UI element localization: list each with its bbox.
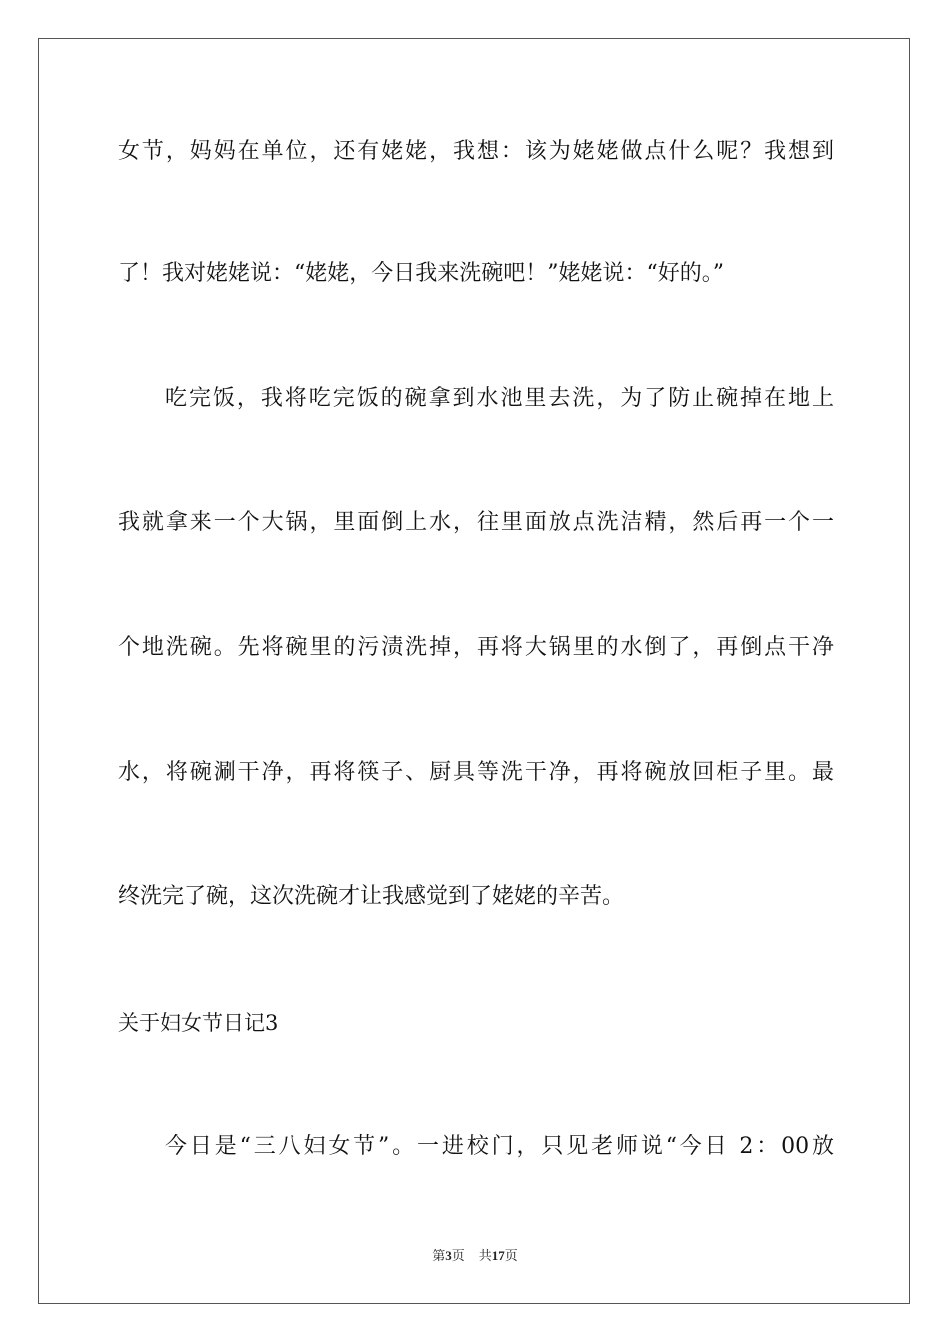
footer-page-number: 3 — [445, 1248, 452, 1263]
page-footer — [0, 1247, 950, 1266]
footer-total-prefix: 共 — [478, 1249, 492, 1264]
footer-page-prefix: 第 — [432, 1249, 446, 1264]
paragraph-line: 我就拿来一个大锅，里面倒上水，往里面放点洗洁精，然后再一个一 — [118, 510, 834, 535]
footer-total-number: 17 — [491, 1248, 505, 1263]
paragraph-line: 今日是“三八妇女节”。一进校门，只见老师说“今日 2：00放 — [165, 1134, 834, 1159]
paragraph-line: 个地洗碗。先将碗里的污渍洗掉，再将大锅里的水倒了，再倒点干净 — [118, 635, 834, 660]
footer-total-unit: 页 — [504, 1249, 518, 1264]
paragraph-line: 了！我对姥姥说：“姥姥，今日我来洗碗吧！”姥姥说：“好的。” — [118, 261, 724, 286]
paragraph-line: 女节，妈妈在单位，还有姥姥，我想：该为姥姥做点什么呢？我想到 — [118, 139, 834, 164]
footer-page-unit: 页 — [451, 1249, 465, 1264]
paragraph-line: 吃完饭，我将吃完饭的碗拿到水池里去洗，为了防止碗掉在地上 — [165, 386, 834, 411]
page-frame — [38, 38, 910, 1304]
paragraph-line: 水，将碗涮干净，再将筷子、厨具等洗干净，再将碗放回柜子里。最 — [118, 760, 834, 785]
paragraph-line: 终洗完了碗，这次洗碗才让我感觉到了姥姥的辛苦。 — [118, 884, 625, 909]
section-heading: 关于妇女节日记3 — [118, 1011, 279, 1035]
